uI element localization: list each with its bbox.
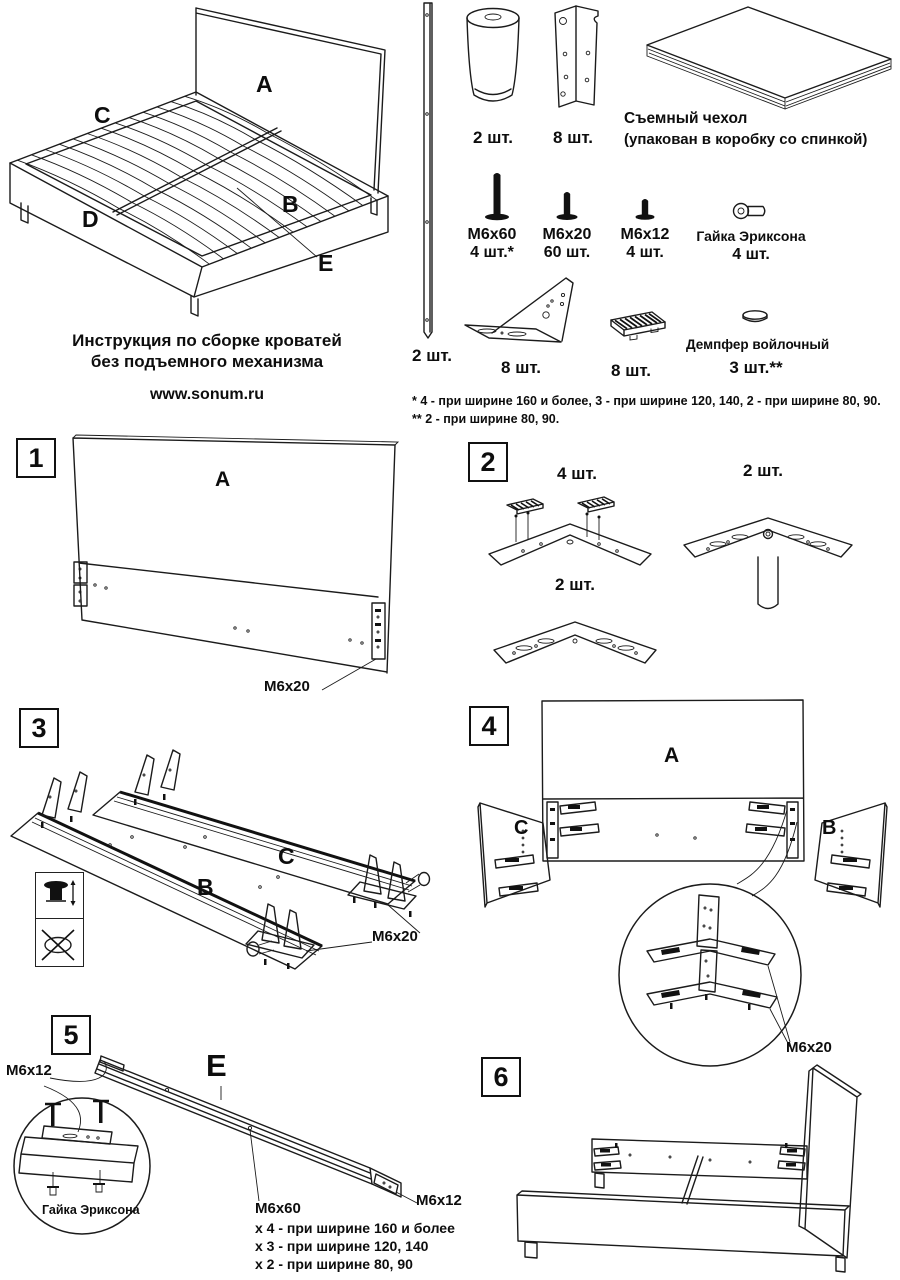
step5-fastener-left-label: М6х12 bbox=[6, 1062, 52, 1079]
cover-part-drawing bbox=[645, 5, 893, 117]
website-label: www.sonum.ru bbox=[149, 386, 265, 403]
step2-plate-plain-drawing bbox=[488, 609, 663, 667]
step6-number: 6 bbox=[481, 1057, 521, 1097]
overview-label-rail-d: D bbox=[82, 206, 99, 232]
slat-part-drawing bbox=[420, 2, 438, 340]
footnote-2: ** 2 - при ширине 80, 90. bbox=[412, 412, 560, 426]
step2-plate-with-leg-drawing bbox=[678, 503, 858, 615]
step2-number: 2 bbox=[468, 442, 508, 482]
no-overtighten-hint bbox=[35, 918, 84, 967]
step4-number: 4 bbox=[469, 706, 509, 746]
slat-qty-label: 2 шт. bbox=[412, 346, 452, 365]
overview-label-headboard: A bbox=[256, 71, 273, 97]
bolt-m6x20-name-label: М6х20 bbox=[542, 226, 592, 243]
pad-qty-label: 8 шт. bbox=[611, 361, 651, 380]
step5-bolt-opt2-label: х 3 - при ширине 120, 140 bbox=[255, 1238, 429, 1254]
step1-drawing bbox=[60, 433, 405, 703]
step4-rail-c-label: C bbox=[514, 817, 529, 839]
step1-panel-label: A bbox=[215, 468, 231, 491]
step5-nut-label: Гайка Эриксона bbox=[42, 1203, 140, 1217]
step4-drawing bbox=[465, 698, 900, 1073]
leg-plate-part-drawing bbox=[462, 273, 586, 347]
cover-name-label: Съемный чехол bbox=[624, 110, 748, 127]
overview-label-rail-b: B bbox=[282, 191, 299, 217]
step3-rail-c-label: C bbox=[278, 843, 295, 869]
bolt-m6x60-qty-label: 4 шт.* bbox=[470, 244, 514, 261]
bolt-m6x20-qty-label: 60 шт. bbox=[543, 244, 591, 261]
step1-fastener-label: М6х20 bbox=[264, 678, 310, 695]
bolt-m6x12-name-label: М6х12 bbox=[620, 226, 670, 243]
bolt-m6x20-drawing bbox=[554, 188, 580, 222]
step3-rail-b-label: B bbox=[197, 874, 214, 900]
overview-label-center-rail: E bbox=[318, 250, 334, 276]
bolt-m6x60-name-label: М6х60 bbox=[467, 226, 517, 243]
step3-fastener-label: М6х20 bbox=[372, 928, 418, 945]
leg-plate-qty-label: 8 шт. bbox=[501, 358, 541, 377]
overview-label-rail-c: C bbox=[94, 102, 111, 128]
document-title-line2: без подъемного механизма bbox=[90, 352, 324, 371]
step5-bolt-opt3-label: х 2 - при ширине 80, 90 bbox=[255, 1256, 413, 1272]
corner-bracket-part-drawing bbox=[549, 4, 603, 112]
step2-plate-with-pads-drawing bbox=[483, 494, 658, 572]
bed-overview-drawing bbox=[0, 0, 420, 300]
document-title-line1: Инструкция по сборке кроватей bbox=[72, 331, 342, 350]
leg-qty-label: 2 шт. bbox=[473, 128, 513, 147]
screw-flush-hint bbox=[35, 872, 84, 921]
damper-name-label: Демпфер войлочный bbox=[686, 337, 830, 352]
bolt-m6x12-qty-label: 4 шт. bbox=[626, 244, 664, 261]
screw-flush-icon bbox=[37, 874, 81, 918]
step5-number: 5 bbox=[51, 1015, 91, 1055]
erikson-nut-qty-label: 4 шт. bbox=[732, 246, 770, 263]
step4-rail-b-label: B bbox=[822, 817, 837, 839]
step4-panel-label: A bbox=[664, 744, 680, 767]
step2-plain-qty-label: 2 шт. bbox=[555, 575, 595, 594]
leg-part-drawing bbox=[464, 6, 522, 110]
step6-drawing bbox=[465, 1055, 900, 1280]
step5-bolt-name-label: М6х60 bbox=[255, 1200, 301, 1217]
step5-rail-label: E bbox=[206, 1048, 227, 1083]
erikson-nut-name-label: Гайка Эриксона bbox=[696, 228, 806, 244]
bolt-m6x12-drawing bbox=[633, 194, 657, 222]
erikson-nut-drawing bbox=[732, 202, 770, 220]
damper-part-drawing bbox=[741, 309, 769, 326]
step4-fastener-label: М6х20 bbox=[786, 1039, 832, 1056]
pad-part-drawing bbox=[604, 309, 668, 347]
step2-pads-qty-label: 4 шт. bbox=[557, 464, 597, 483]
step1-number: 1 bbox=[16, 438, 56, 478]
footnote-1: * 4 - при ширине 160 и более, 3 - при ширине 120, 140, 2 - при ширине 80, 90. bbox=[412, 394, 881, 408]
corner-bracket-qty-label: 8 шт. bbox=[553, 128, 593, 147]
bolt-m6x60-drawing bbox=[482, 170, 512, 222]
no-overtighten-icon bbox=[37, 920, 81, 964]
step5-bolt-opt1-label: х 4 - при ширине 160 и более bbox=[255, 1220, 455, 1236]
cover-note-label: (упакован в коробку со спинкой) bbox=[624, 131, 868, 148]
step2-leg-qty-label: 2 шт. bbox=[743, 461, 783, 480]
step5-fastener-right-label: М6х12 bbox=[416, 1192, 462, 1209]
step3-number: 3 bbox=[19, 708, 59, 748]
damper-qty-label: 3 шт.** bbox=[729, 358, 783, 377]
